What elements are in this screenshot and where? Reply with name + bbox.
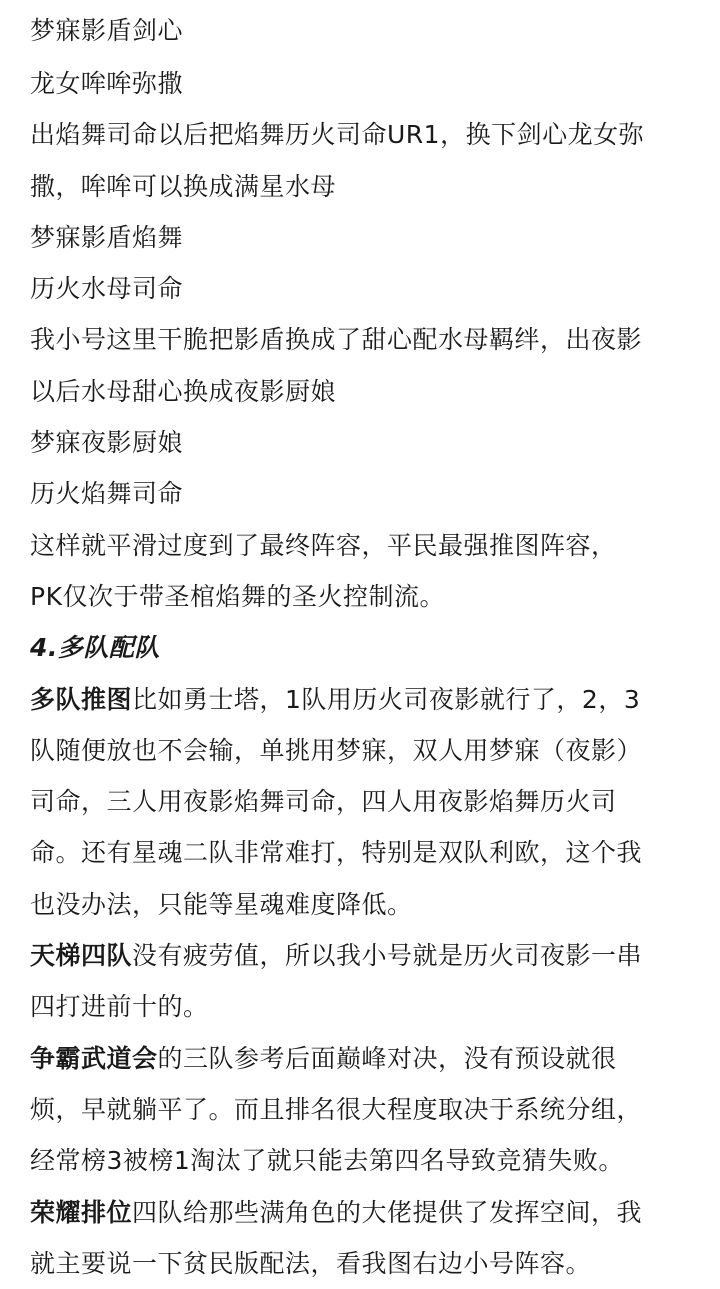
section-heading <box>30 622 700 673</box>
article-body <box>30 0 700 1289</box>
line-text: 没有疲劳值，所以我小号就是历火司夜影一串 <box>132 941 643 971</box>
line-text: 这样就平滑过度到了最终阵容，平民最强推图阵容， <box>30 530 617 560</box>
line-text: 四队给那些满角色的大佬提供了发挥空间，我 <box>132 1197 643 1227</box>
text-line <box>30 879 700 930</box>
line-text: 历火水母司命 <box>30 274 184 304</box>
line-text: 烦，早就躺平了。而且排名很大程度取决于系统分组， <box>30 1094 643 1124</box>
line-text: 四打进前十的。 <box>30 992 209 1022</box>
text-line <box>30 263 700 314</box>
line-text: 司命，三人用夜影焰舞司命，四人用夜影焰舞历火司 <box>30 787 617 817</box>
line-text: 的三队参考后面巅峰对决，没有预设就很 <box>157 1043 617 1073</box>
line-text: 经常榜3被榜1淘汰了就只能去第四名导致竞猜失败。 <box>30 1146 624 1176</box>
text-line <box>30 776 700 827</box>
text-line <box>30 981 700 1032</box>
line-text: 命。还有星魂二队非常难打，特别是双队利欧，这个我 <box>30 838 643 868</box>
text-line <box>30 212 700 263</box>
line-text: 也没办法，只能等星魂难度降低。 <box>30 889 413 919</box>
text-line <box>30 0 700 58</box>
text-line <box>30 58 700 109</box>
bold-term: 争霸武道会 <box>30 1043 158 1073</box>
text-line <box>30 930 700 981</box>
line-text: 梦寐夜影厨娘 <box>30 428 184 458</box>
line-text: 龙女哞哞弥撒 <box>30 69 184 98</box>
text-line <box>30 725 700 776</box>
line-text: 梦寐影盾焰舞 <box>30 222 184 252</box>
text-line <box>30 1084 700 1135</box>
text-line <box>30 520 700 571</box>
text-line <box>30 827 700 878</box>
text-line <box>30 366 700 417</box>
text-line <box>30 1238 700 1289</box>
line-text: 比如勇士塔，1队用历火司夜影就行了，2，3 <box>132 684 641 714</box>
text-line <box>30 417 700 468</box>
line-text: PK仅次于带圣棺焰舞的圣火控制流。 <box>30 581 445 611</box>
line-text: 历火焰舞司命 <box>30 479 184 509</box>
text-line <box>30 161 700 212</box>
text-line <box>30 1187 700 1238</box>
text-line <box>30 468 700 519</box>
text-line <box>30 109 700 160</box>
bold-term: 天梯四队 <box>30 941 133 971</box>
line-text: 出焰舞司命以后把焰舞历火司命UR1，换下剑心龙女弥 <box>30 120 645 150</box>
line-text: 撒，哞哞可以换成满星水母 <box>30 171 337 201</box>
line-text: 梦寐影盾剑心 <box>30 16 184 45</box>
text-line <box>30 1135 700 1186</box>
line-text: 我小号这里干脆把影盾换成了甜心配水母羁绊，出夜影 <box>30 325 643 355</box>
line-text: 以后水母甜心换成夜影厨娘 <box>30 376 337 406</box>
text-line <box>30 314 700 365</box>
bold-term: 多队推图 <box>30 684 133 714</box>
line-text: 就主要说一下贫民版配法，看我图右边小号阵容。 <box>30 1248 592 1278</box>
line-text: 队随便放也不会输，单挑用梦寐，双人用梦寐（夜影） <box>30 735 643 765</box>
section-heading-text: 4.多队配队 <box>30 633 160 663</box>
text-line <box>30 1033 700 1084</box>
text-line <box>30 571 700 622</box>
text-line <box>30 674 700 725</box>
bold-term: 荣耀排位 <box>30 1197 133 1227</box>
